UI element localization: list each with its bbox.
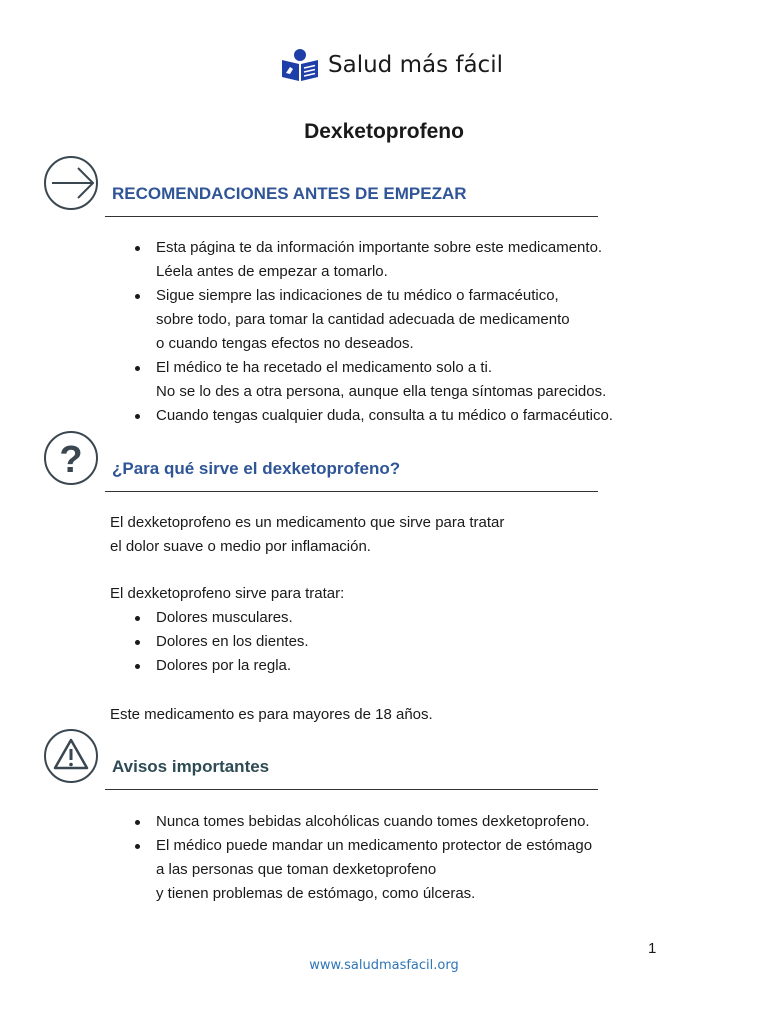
page-number: 1 bbox=[648, 940, 657, 957]
list-item: Dolores en los dientes. bbox=[135, 630, 309, 654]
section-heading-avisos: Avisos importantes bbox=[112, 757, 270, 776]
svg-text:?: ? bbox=[59, 439, 83, 481]
usos-list bbox=[135, 606, 309, 678]
list-item: Dolores por la regla. bbox=[135, 654, 309, 678]
paragraph-sirve-para: El dexketoprofeno sirve para tratar: bbox=[110, 585, 345, 602]
list-item: Esta página te da información importante sobre este medicamento. Léela antes de empezar a tomarlo. bbox=[135, 236, 613, 284]
list-item: Dolores musculares. bbox=[135, 606, 309, 630]
list-item: Cuando tengas cualquier duda, consulta a tu médico o farmacéutico. bbox=[135, 404, 613, 428]
list-item: El médico te ha recetado el medicamento solo a ti. No se lo des a otra persona, aunque ella tenga síntomas parecidos. bbox=[135, 356, 613, 404]
question-mark-circle-icon bbox=[42, 429, 100, 487]
footer-link[interactable]: www.saludmasfacil.org bbox=[309, 958, 459, 973]
section-divider bbox=[105, 491, 598, 492]
list-item: Nunca tomes bebidas alcohólicas cuando tomes dexketoprofeno. bbox=[135, 810, 592, 834]
document-title: Dexketoprofeno bbox=[304, 120, 464, 143]
section-heading-para-que-sirve: ¿Para qué sirve el dexketoprofeno? bbox=[112, 459, 401, 478]
avisos-list bbox=[135, 810, 592, 906]
paragraph-descripcion: El dexketoprofeno es un medicamento que sirve para tratar el dolor suave o medio por inflamación. bbox=[110, 514, 505, 555]
section-divider bbox=[105, 789, 598, 790]
person-reading-book-icon bbox=[280, 48, 320, 82]
list-item: Sigue siempre las indicaciones de tu médico o farmacéutico, sobre todo, para tomar la cantidad adecuada de medicamento o cuando tengas efectos no deseados. bbox=[135, 284, 613, 356]
section-divider bbox=[105, 216, 598, 217]
logo-text: Salud más fácil bbox=[328, 52, 503, 78]
warning-triangle-icon bbox=[42, 727, 100, 785]
recomendaciones-list bbox=[135, 236, 613, 428]
arrow-right-circle-icon bbox=[42, 154, 100, 212]
list-item: El médico puede mandar un medicamento protector de estómago a las personas que toman dexketoprofeno y tienen problemas de estómago, como úlceras. bbox=[135, 834, 592, 906]
paragraph-edad: Este medicamento es para mayores de 18 años. bbox=[110, 706, 433, 723]
section-heading-recomendaciones: RECOMENDACIONES ANTES DE EMPEZAR bbox=[112, 184, 467, 203]
site-logo bbox=[280, 45, 503, 85]
